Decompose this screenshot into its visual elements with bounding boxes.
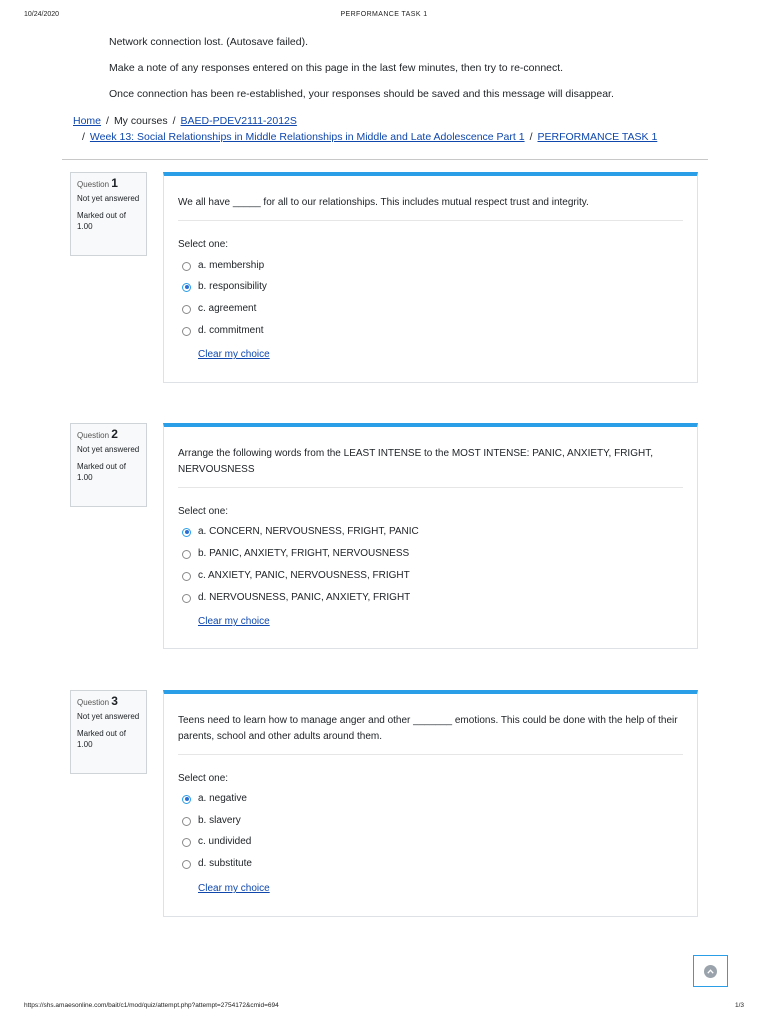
answer-option[interactable] (182, 814, 241, 828)
radio-button-selected[interactable] (182, 795, 191, 804)
breadcrumb-separator: / (106, 115, 109, 127)
question-separator (178, 487, 683, 488)
answer-option[interactable] (182, 324, 264, 338)
question-state: Not yet answered (77, 712, 140, 721)
option-label: c. undivided (198, 836, 252, 847)
question-number: 3 (111, 694, 118, 708)
notice-line-2: Make a note of any responses entered on this page in the last few minutes, then try to re-connect. (109, 62, 564, 74)
breadcrumb (73, 113, 723, 145)
question-grade: Marked out of 1.00 (77, 211, 126, 231)
answer-option[interactable] (182, 569, 410, 583)
scroll-to-top-button[interactable] (693, 955, 728, 987)
question-separator (178, 220, 683, 221)
print-header (0, 11, 768, 23)
print-url: https://shs.amaesonline.com/bait/c1/mod/quiz/attempt.php?attempt=2754172&cmid=694 (24, 1002, 279, 1009)
breadcrumb-separator: / (529, 131, 533, 143)
radio-button[interactable] (182, 262, 191, 271)
breadcrumb-task-link[interactable]: PERFORMANCE TASK 1 (537, 131, 658, 143)
question-2-card (163, 423, 698, 649)
clear-choice-link[interactable]: Clear my choice (198, 616, 270, 627)
option-label: a. CONCERN, NERVOUSNESS, FRIGHT, PANIC (198, 526, 419, 537)
breadcrumb-separator: / (82, 131, 85, 143)
breadcrumb-course-link[interactable]: BAED-PDEV2111-2012S (180, 115, 297, 127)
clear-choice-link[interactable]: Clear my choice (198, 349, 270, 360)
question-text: Teens need to learn how to manage anger and other _______ emotions. This could be done with the help of their parents, school and other adults around them. (178, 715, 678, 742)
option-label: b. PANIC, ANXIETY, FRIGHT, NERVOUSNESS (198, 548, 410, 559)
question-2-info (70, 423, 147, 507)
select-one-prompt: Select one: (178, 773, 229, 784)
answer-option[interactable] (182, 280, 267, 294)
question-grade: Marked out of 1.00 (77, 729, 126, 749)
header-divider (62, 159, 708, 160)
connection-notice (109, 36, 709, 114)
option-label: b. slavery (198, 815, 241, 826)
radio-button[interactable] (182, 594, 191, 603)
breadcrumb-week-link[interactable]: Week 13: Social Relationships in Middle Relationships in Middle and Late Adolescence Part 1 (89, 131, 525, 143)
breadcrumb-separator: / (172, 115, 176, 127)
answer-option[interactable] (182, 792, 247, 806)
question-number: 1 (111, 176, 118, 190)
option-label: a. membership (198, 260, 265, 271)
question-label: Question (77, 431, 110, 440)
answer-option[interactable] (182, 591, 410, 605)
notice-line-3: Once connection has been re-established, your responses should be saved and this message will disappear. (109, 88, 614, 100)
breadcrumb-home-link[interactable]: Home (73, 115, 102, 127)
select-one-prompt: Select one: (178, 506, 229, 517)
option-label: d. substitute (198, 858, 252, 869)
radio-button[interactable] (182, 860, 191, 869)
answer-option[interactable] (182, 302, 256, 316)
radio-button[interactable] (182, 327, 191, 336)
question-text: Arrange the following words from the LEAST INTENSE to the MOST INTENSE: PANIC, ANXIETY, FRIGHT, NERVOUSNESS (178, 448, 653, 475)
question-separator (178, 754, 683, 755)
question-label: Question (77, 698, 110, 707)
print-page-number: 1/3 (734, 1002, 744, 1009)
option-label: d. commitment (198, 325, 264, 336)
arrow-up-circle-icon (704, 965, 717, 978)
answer-option[interactable] (182, 525, 419, 539)
notice-line-1: Network connection lost. (Autosave failed). (109, 36, 309, 48)
print-footer (0, 1002, 768, 1014)
question-1-info (70, 172, 147, 256)
answer-option[interactable] (182, 259, 264, 273)
option-label: d. NERVOUSNESS, PANIC, ANXIETY, FRIGHT (198, 592, 411, 603)
radio-button-selected[interactable] (182, 283, 191, 292)
option-label: c. agreement (198, 303, 257, 314)
question-state: Not yet answered (77, 194, 140, 203)
answer-option[interactable] (182, 547, 409, 561)
question-1-card (163, 172, 698, 383)
breadcrumb-my-courses[interactable]: My courses (113, 115, 168, 127)
option-label: b. responsibility (198, 281, 267, 292)
print-date: 10/24/2020 (24, 11, 60, 18)
question-label: Question (77, 180, 110, 189)
option-label: a. negative (198, 793, 247, 804)
print-title: PERFORMANCE TASK 1 (340, 11, 428, 18)
answer-option[interactable] (182, 857, 252, 871)
radio-button[interactable] (182, 305, 191, 314)
clear-choice-link[interactable]: Clear my choice (198, 883, 270, 894)
option-label: c. ANXIETY, PANIC, NERVOUSNESS, FRIGHT (198, 570, 410, 581)
question-state: Not yet answered (77, 445, 140, 454)
radio-button[interactable] (182, 838, 191, 847)
question-grade: Marked out of 1.00 (77, 462, 126, 482)
radio-button[interactable] (182, 572, 191, 581)
answer-option[interactable] (182, 835, 251, 849)
radio-button[interactable] (182, 550, 191, 559)
select-one-prompt: Select one: (178, 239, 229, 250)
question-3-info (70, 690, 147, 774)
radio-button[interactable] (182, 817, 191, 826)
question-number: 2 (111, 427, 118, 441)
radio-button-selected[interactable] (182, 528, 191, 537)
question-text: We all have _____ for all to our relationships. This includes mutual respect trust and integrity. (178, 197, 589, 208)
question-3-card (163, 690, 698, 917)
